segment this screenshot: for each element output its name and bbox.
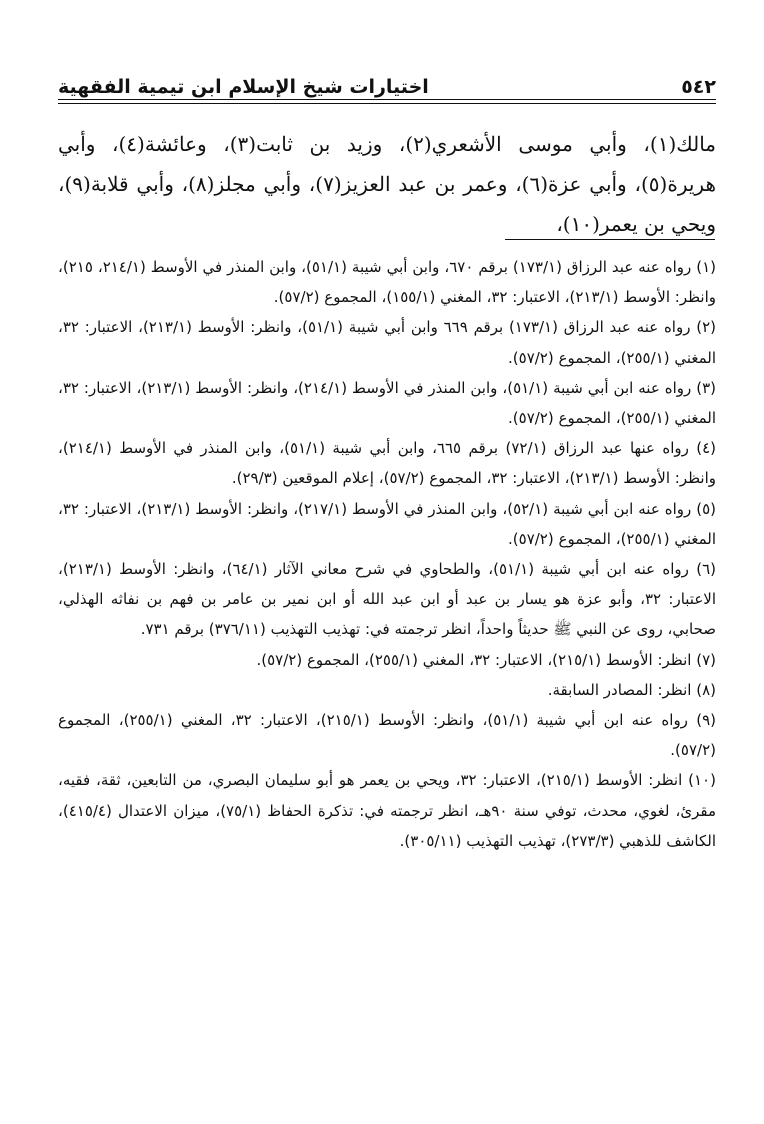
footnote xyxy=(58,373,716,433)
footnote xyxy=(58,312,716,372)
footnote-text: انظر: الأوسط (٢١٥/١)، الاعتبار: ٣٢، المغني (٢٥٥/١)، المجموع (٥٧/٢). xyxy=(256,650,692,669)
running-title: اختيارات شيخ الإسلام ابن تيمية الفقهية xyxy=(58,76,429,98)
footnote xyxy=(58,645,716,675)
header-rule-secondary xyxy=(58,103,716,104)
footnote-text: رواه عنه عبد الرزاق (١٧٣/١) برقم ٦٧٠، وابن أبي شيبة (٥١/١)، وابن المنذر في الأوسط (٢١٤/١، ٢١٥)، وانظر: الأوسط (٢١٣/١)، الاعتبار: ٣٢، المغني (١٥٥/١)، المجموع (٥٧/٢). xyxy=(58,258,716,307)
footnote xyxy=(58,675,716,705)
footnote-text: انظر: الأوسط (٢١٥/١)، الاعتبار: ٣٢، ويحي بن يعمر هو أبو سليمان البصري، من التابعين، ثقة، فقيه، مقرئ، لغوي، محدث، توفي سنة ٩٠هـ، انظر ترجمته في: تذكرة الحفاظ (٧٥/١)، ميزان الاعتدال (٤١٥/٤)، الكاشف للذهبي (٢٧٣/٣)، تهذيب التهذيب (٣٠٥/١١). xyxy=(58,771,716,850)
footnote-number: (١) xyxy=(696,258,717,276)
footnote-number: (٢) xyxy=(696,318,717,337)
footnote-text: رواه عنها عبد الرزاق (٧٢/١) برقم ٦٦٥، وابن أبي شيبة (٥١/١)، وابن المنذر في الأوسط (٢١٤/١)، وانظر: الأوسط (٢١٣/١)، الاعتبار: ٣٢، المجموع (٥٧/٢)، إعلام الموقعين (٢٩/٣). xyxy=(58,439,716,488)
footnote-number: (٥) xyxy=(696,499,717,518)
footnote-number: (٤) xyxy=(696,439,717,458)
footnote-text: انظر: المصادر السابقة. xyxy=(547,680,692,699)
footnote-text: رواه عنه ابن أبي شيبة (٥١/١)، والطحاوي في شرح معاني الآثار (٦٤/١)، وانظر: الأوسط (٢١٣/١)، الاعتبار: ٣٢، وأبو عزة هو يسار بن عبد أو ابن عبد الله أو ابن نمير بن عامر بن فهم بن نفاثه الهذلي، صحابي، روى عن النبي ﷺ حديثاً واحداً، انظر ترجمته في: تهذيب التهذيب (٣٧٦/١١) برقم ٧٣١. xyxy=(58,560,716,639)
footnote-separator xyxy=(505,239,715,240)
footnote-text: رواه عنه عبد الرزاق (١٧٣/١) برقم ٦٦٩ وابن أبي شيبة (٥١/١)، وانظر: الأوسط (٢١٣/١)، الاعتبار: ٣٢، المغني (٢٥٥/١)، المجموع (٥٧/٢). xyxy=(58,318,716,367)
footnote xyxy=(58,765,716,856)
body-text: مالك(١)، وأبي موسى الأشعري(٢)، وزيد بن ثابت(٣)، وعائشة(٤)، وأبي هريرة(٥)، وأبي عزة(٦)، وعمر بن عبد العزيز(٧)، وأبي مجلز(٨)، وأبي قلابة(٩)، ويحي بن يعمر(١٠)، xyxy=(58,132,716,236)
footnote-number: (٦) xyxy=(696,560,716,579)
footnotes xyxy=(58,252,716,856)
running-header xyxy=(58,64,716,98)
footnote-text: رواه عنه ابن أبي شيبة (٥١/١)، وانظر: الأوسط (٢١٥/١)، الاعتبار: ٣٢، المغني (٢٥٥/١)، المجموع (٥٧/٢). xyxy=(58,711,716,760)
footnote-text: رواه عنه ابن أبي شيبة (٥٢/١)، وابن المنذر في الأوسط (٢١٧/١)، وانظر: الأوسط (٢١٣/١)، الاعتبار: ٣٢، المغني (٢٥٥/١)، المجموع (٥٧/٢). xyxy=(58,499,716,548)
footnote xyxy=(58,494,716,554)
footnote-number: (٩) xyxy=(696,711,716,730)
footnote xyxy=(58,252,716,312)
page-number: ٥٤٢ xyxy=(681,76,716,98)
footnote xyxy=(58,433,716,493)
footnote xyxy=(58,705,716,765)
footnote-number: (٣) xyxy=(696,378,717,397)
footnote-number: (٧) xyxy=(696,650,716,669)
footnote-number: (١٠) xyxy=(688,771,716,790)
footnote-number: (٨) xyxy=(696,680,716,699)
footnote xyxy=(58,554,716,645)
header-rule xyxy=(58,99,716,100)
footnote-text: رواه عنه ابن أبي شيبة (٥١/١)، وابن المنذر في الأوسط (٢١٤/١)، وانظر: الأوسط (٢١٣/١)، الاعتبار: ٣٢، المغني (٢٥٥/١)، المجموع (٥٧/٢). xyxy=(58,378,716,428)
